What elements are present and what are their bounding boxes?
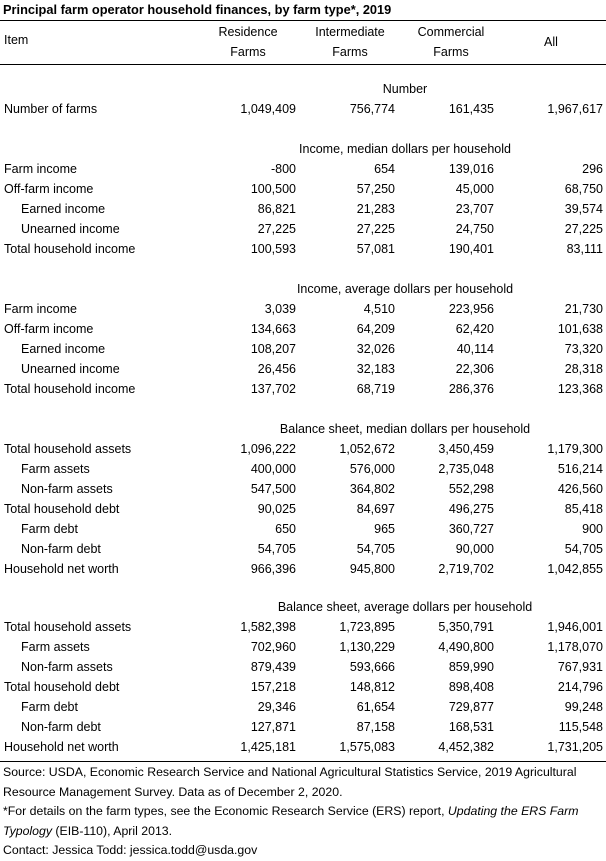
cell-value: 90,000 [455, 542, 494, 556]
row-label: Non-farm assets [21, 660, 113, 674]
table-row [0, 202, 606, 222]
cell-value: 965 [374, 522, 395, 536]
cell-value: 64,209 [356, 322, 395, 336]
cell-value: 1,575,083 [339, 740, 395, 754]
cell-value: 1,179,300 [547, 442, 603, 456]
top-rule [0, 20, 606, 21]
cell-value: 1,096,222 [240, 442, 296, 456]
cell-value: 161,435 [448, 102, 494, 116]
cell-value: 27,225 [356, 222, 395, 236]
cell-value: 115,548 [558, 720, 603, 734]
header-residence-farms: Residence Farms [218, 25, 278, 59]
table-row [0, 562, 606, 582]
cell-value: 101,638 [557, 322, 603, 336]
cell-value: 879,439 [250, 660, 296, 674]
cell-value: 87,158 [356, 720, 395, 734]
cell-value: 2,735,048 [438, 462, 494, 476]
cell-value: 552,298 [448, 482, 494, 496]
cell-value: 426,560 [557, 482, 603, 496]
cell-value: 23,707 [455, 202, 494, 216]
cell-value: 223,956 [448, 302, 494, 316]
cell-value: 127,871 [250, 720, 296, 734]
header-rule [0, 64, 606, 65]
cell-value: 4,452,382 [438, 740, 494, 754]
cell-value: 900 [582, 522, 603, 536]
section-heading: Balance sheet, average dollars per household [277, 600, 533, 614]
row-label: Non-farm assets [21, 482, 113, 496]
section-heading: Income, median dollars per household [299, 142, 511, 156]
cell-value: 139,016 [448, 162, 494, 176]
cell-value: 945,800 [349, 562, 395, 576]
cell-value: 68,719 [356, 382, 395, 396]
table-row [0, 302, 606, 322]
cell-value: 898,408 [448, 680, 494, 694]
cell-value: 57,081 [356, 242, 395, 256]
cell-value: 1,723,895 [339, 620, 395, 634]
row-label: Farm income [4, 302, 77, 316]
table-row [0, 640, 606, 660]
cell-value: 83,111 [566, 242, 603, 256]
row-label: Total household debt [4, 502, 120, 516]
cell-value: 650 [275, 522, 296, 536]
row-label: Non-farm debt [21, 542, 101, 556]
row-label: Total household assets [4, 442, 132, 456]
source-note: Source: USDA, Economic Research Service and National Agricultural Statistics Service, 2019 Agricultural Resource Management Survey. Data as of December 2, 2020. [3, 765, 577, 799]
table-row [0, 242, 606, 262]
row-label: Number of farms [4, 102, 98, 116]
cell-value: 39,574 [564, 202, 603, 216]
row-label: Farm debt [21, 522, 78, 536]
table-title: Principal farm operator household finances, by farm type*, 2019 [3, 2, 392, 17]
farm-type-note: *For details on the farm types, see the Economic Research Service (ERS) report, Updating the ERS Farm Typology (EIB-110), April 2013. [3, 804, 579, 838]
row-label: Off-farm income [4, 322, 94, 336]
row-label: Total household income [4, 382, 136, 396]
cell-value: 1,178,070 [547, 640, 603, 654]
cell-value: 756,774 [349, 102, 395, 116]
cell-value: 1,582,398 [240, 620, 296, 634]
cell-value: 2,719,702 [438, 562, 494, 576]
cell-value: 32,183 [356, 362, 395, 376]
row-label: Farm assets [21, 640, 90, 654]
cell-value: 27,225 [257, 222, 296, 236]
header-item: Item [4, 33, 29, 47]
table-row [0, 102, 606, 122]
table-row [0, 620, 606, 640]
cell-value: 148,812 [349, 680, 395, 694]
table-row [0, 162, 606, 182]
cell-value: 54,705 [356, 542, 395, 556]
cell-value: 364,802 [349, 482, 395, 496]
cell-value: 68,750 [564, 182, 603, 196]
cell-value: 123,368 [557, 382, 603, 396]
cell-value: 86,821 [257, 202, 296, 216]
table-row [0, 322, 606, 342]
contact-note: Contact: Jessica Todd: jessica.todd@usda.gov [3, 843, 258, 858]
row-label: Earned income [21, 342, 106, 356]
row-label: Total household income [4, 242, 136, 256]
cell-value: -800 [270, 162, 296, 176]
cell-value: 296 [582, 162, 603, 176]
table-row [0, 502, 606, 522]
cell-value: 21,283 [356, 202, 395, 216]
cell-value: 1,425,181 [240, 740, 296, 754]
row-label: Non-farm debt [21, 720, 101, 734]
row-label: Unearned income [21, 222, 120, 236]
cell-value: 168,531 [448, 720, 494, 734]
footnotes [3, 763, 603, 861]
cell-value: 1,052,672 [339, 442, 395, 456]
table-row [0, 680, 606, 700]
cell-value: 3,450,459 [438, 442, 494, 456]
table-row [0, 522, 606, 542]
cell-value: 767,931 [557, 660, 603, 674]
cell-value: 547,500 [250, 482, 296, 496]
cell-value: 85,418 [564, 502, 603, 516]
cell-value: 286,376 [448, 382, 494, 396]
row-label: Farm assets [21, 462, 90, 476]
cell-value: 108,207 [250, 342, 296, 356]
row-label: Household net worth [4, 562, 119, 576]
cell-value: 400,000 [250, 462, 296, 476]
cell-value: 4,510 [363, 302, 395, 316]
row-label: Farm income [4, 162, 77, 176]
cell-value: 360,727 [448, 522, 494, 536]
table-row [0, 182, 606, 202]
cell-value: 57,250 [356, 182, 395, 196]
cell-value: 54,705 [257, 542, 296, 556]
cell-value: 3,039 [264, 302, 296, 316]
row-label: Earned income [21, 202, 106, 216]
cell-value: 729,877 [448, 700, 494, 714]
table-row [0, 222, 606, 242]
cell-value: 62,420 [455, 322, 494, 336]
cell-value: 576,000 [349, 462, 395, 476]
cell-value: 702,960 [250, 640, 296, 654]
row-label: Household net worth [4, 740, 119, 754]
table-row [0, 542, 606, 562]
cell-value: 190,401 [448, 242, 494, 256]
cell-value: 21,730 [564, 302, 603, 316]
cell-value: 966,396 [250, 562, 296, 576]
section-heading: Number [382, 82, 428, 96]
table-row [0, 482, 606, 502]
cell-value: 22,306 [455, 362, 494, 376]
cell-value: 26,456 [257, 362, 296, 376]
table-row [0, 362, 606, 382]
cell-value: 157,218 [250, 680, 296, 694]
cell-value: 24,750 [455, 222, 494, 236]
cell-value: 61,654 [356, 700, 395, 714]
cell-value: 28,318 [564, 362, 603, 376]
cell-value: 1,967,617 [547, 102, 603, 116]
cell-value: 54,705 [564, 542, 603, 556]
cell-value: 1,731,205 [547, 740, 603, 754]
cell-value: 134,663 [250, 322, 296, 336]
cell-value: 99,248 [564, 700, 603, 714]
header-commercial-farms: Commercial Farms [417, 25, 485, 59]
cell-value: 100,593 [250, 242, 296, 256]
report-title: Updating the ERS Farm Typology [3, 804, 579, 838]
cell-value: 100,500 [250, 182, 296, 196]
cell-value: 4,490,800 [438, 640, 494, 654]
cell-value: 5,350,791 [438, 620, 494, 634]
cell-value: 1,946,001 [547, 620, 603, 634]
cell-value: 29,346 [257, 700, 296, 714]
cell-value: 27,225 [564, 222, 603, 236]
cell-value: 1,130,229 [339, 640, 395, 654]
table-row [0, 740, 606, 760]
table-row [0, 700, 606, 720]
cell-value: 90,025 [257, 502, 296, 516]
cell-value: 45,000 [455, 182, 494, 196]
row-label: Farm debt [21, 700, 78, 714]
cell-value: 1,042,855 [547, 562, 603, 576]
cell-value: 859,990 [448, 660, 494, 674]
section-heading: Balance sheet, median dollars per household [279, 422, 531, 436]
row-label: Off-farm income [4, 182, 94, 196]
cell-value: 40,114 [456, 342, 494, 356]
header-intermediate-farms: Intermediate Farms [315, 25, 385, 59]
cell-value: 654 [374, 162, 395, 176]
row-label: Unearned income [21, 362, 120, 376]
table-row [0, 442, 606, 462]
table-row [0, 660, 606, 680]
cell-value: 214,796 [557, 680, 603, 694]
cell-value: 593,666 [349, 660, 395, 674]
header-all: All [544, 35, 558, 49]
row-label: Total household assets [4, 620, 132, 634]
table-row [0, 382, 606, 402]
table-row [0, 720, 606, 740]
cell-value: 496,275 [448, 502, 494, 516]
section-heading: Income, average dollars per household [296, 282, 514, 296]
row-label: Total household debt [4, 680, 120, 694]
table-row [0, 342, 606, 362]
cell-value: 84,697 [356, 502, 395, 516]
table-row [0, 462, 606, 482]
cell-value: 516,214 [557, 462, 603, 476]
cell-value: 137,702 [250, 382, 296, 396]
cell-value: 73,320 [564, 342, 603, 356]
cell-value: 32,026 [356, 342, 395, 356]
cell-value: 1,049,409 [240, 102, 296, 116]
bottom-rule [0, 761, 606, 762]
